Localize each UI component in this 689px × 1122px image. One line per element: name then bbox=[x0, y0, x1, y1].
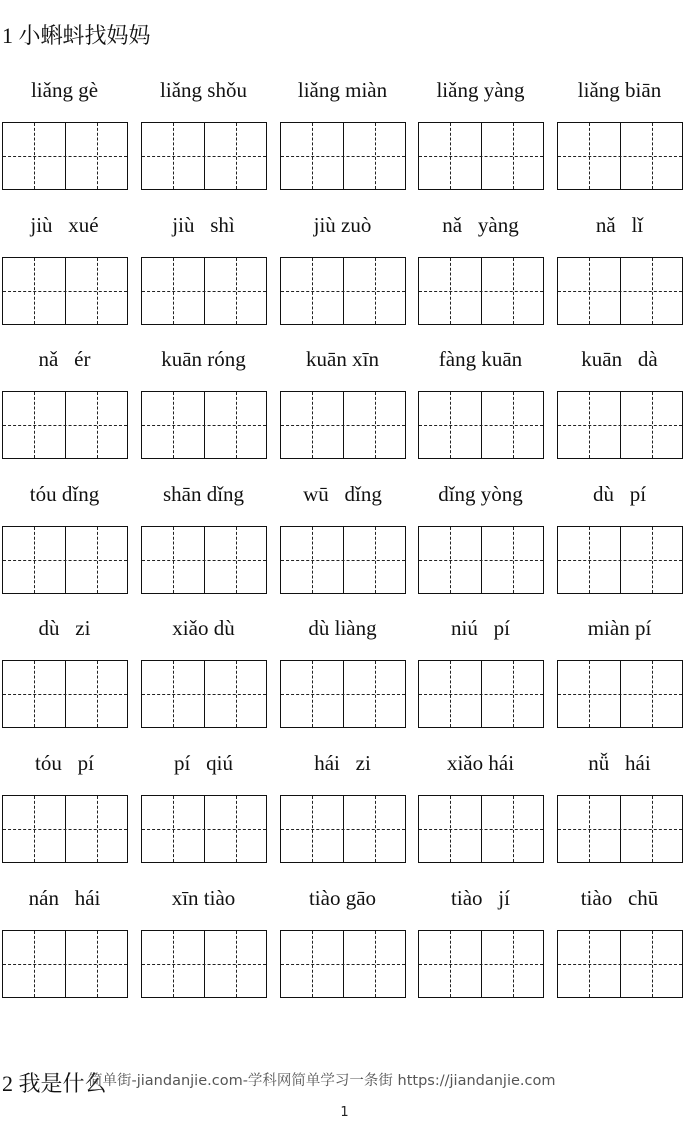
section-2-title: 2 我是什么 bbox=[2, 1071, 107, 1096]
tianzige-writing-box[interactable] bbox=[557, 660, 683, 728]
pinyin-label: tiào chū bbox=[580, 886, 659, 910]
horizontal-guide-line bbox=[281, 291, 405, 292]
horizontal-guide-line bbox=[3, 964, 127, 965]
pinyin-label: nǎ ér bbox=[38, 347, 91, 371]
pinyin-label: nǎ lǐ bbox=[595, 213, 644, 237]
writing-grid-row bbox=[0, 795, 689, 863]
tianzige-writing-box[interactable] bbox=[280, 391, 406, 459]
tianzige-writing-box[interactable] bbox=[418, 122, 544, 190]
tianzige-writing-box[interactable] bbox=[418, 660, 544, 728]
tianzige-writing-box[interactable] bbox=[418, 391, 544, 459]
tianzige-writing-box[interactable] bbox=[2, 391, 128, 459]
horizontal-guide-line bbox=[142, 964, 266, 965]
writing-grid-row bbox=[0, 122, 689, 190]
pinyin-label: liǎng biān bbox=[577, 78, 662, 102]
pinyin-label: dù pí bbox=[592, 482, 647, 506]
tianzige-writing-box[interactable] bbox=[557, 122, 683, 190]
horizontal-guide-line bbox=[3, 291, 127, 292]
tianzige-writing-box[interactable] bbox=[141, 122, 267, 190]
horizontal-guide-line bbox=[558, 425, 682, 426]
pinyin-label: xiǎo dù bbox=[172, 616, 235, 640]
horizontal-guide-line bbox=[558, 560, 682, 561]
pinyin-label: liǎng shǒu bbox=[160, 78, 247, 102]
watermark-text: 简单街-jiandanjie.com-学科网简单学习一条街 https://jiandanjie.com bbox=[88, 1073, 556, 1089]
pinyin-label: nán hái bbox=[28, 886, 101, 910]
writing-grid-row bbox=[0, 660, 689, 728]
pinyin-label: dǐng yòng bbox=[438, 482, 523, 506]
pinyin-label: fàng kuān bbox=[438, 347, 523, 371]
pinyin-label: tiào gāo bbox=[308, 886, 377, 910]
tianzige-writing-box[interactable] bbox=[557, 257, 683, 325]
writing-grid-row bbox=[0, 391, 689, 459]
pinyin-label: tiào jí bbox=[451, 886, 510, 910]
pinyin-label: pí qiú bbox=[174, 751, 233, 775]
horizontal-guide-line bbox=[558, 829, 682, 830]
horizontal-guide-line bbox=[142, 829, 266, 830]
pinyin-row bbox=[0, 613, 689, 643]
horizontal-guide-line bbox=[558, 964, 682, 965]
tianzige-writing-box[interactable] bbox=[557, 930, 683, 998]
horizontal-guide-line bbox=[3, 156, 127, 157]
pinyin-label: nǚ hái bbox=[588, 751, 651, 775]
tianzige-writing-box[interactable] bbox=[141, 930, 267, 998]
pinyin-label: hái zi bbox=[314, 751, 371, 775]
tianzige-writing-box[interactable] bbox=[280, 257, 406, 325]
horizontal-guide-line bbox=[281, 829, 405, 830]
tianzige-writing-box[interactable] bbox=[557, 391, 683, 459]
pinyin-label: kuān dà bbox=[581, 347, 658, 371]
pinyin-row bbox=[0, 344, 689, 374]
horizontal-guide-line bbox=[3, 829, 127, 830]
pinyin-label: niú pí bbox=[451, 616, 510, 640]
horizontal-guide-line bbox=[558, 694, 682, 695]
pinyin-row bbox=[0, 883, 689, 913]
pinyin-label: xīn tiào bbox=[171, 886, 236, 910]
horizontal-guide-line bbox=[3, 560, 127, 561]
tianzige-writing-box[interactable] bbox=[280, 526, 406, 594]
pinyin-label: liǎng yàng bbox=[436, 78, 525, 102]
tianzige-writing-box[interactable] bbox=[280, 660, 406, 728]
writing-grid-row bbox=[0, 930, 689, 998]
horizontal-guide-line bbox=[419, 694, 543, 695]
page-number: 1 bbox=[340, 1105, 349, 1120]
tianzige-writing-box[interactable] bbox=[2, 930, 128, 998]
horizontal-guide-line bbox=[419, 291, 543, 292]
tianzige-writing-box[interactable] bbox=[280, 930, 406, 998]
tianzige-writing-box[interactable] bbox=[557, 526, 683, 594]
horizontal-guide-line bbox=[142, 425, 266, 426]
tianzige-writing-box[interactable] bbox=[280, 795, 406, 863]
horizontal-guide-line bbox=[281, 425, 405, 426]
pinyin-row bbox=[0, 479, 689, 509]
tianzige-writing-box[interactable] bbox=[141, 795, 267, 863]
horizontal-guide-line bbox=[281, 694, 405, 695]
horizontal-guide-line bbox=[3, 425, 127, 426]
section-1-title: 1 小蝌蚪找妈妈 bbox=[2, 23, 151, 48]
pinyin-label: kuān xīn bbox=[306, 347, 379, 371]
tianzige-writing-box[interactable] bbox=[141, 526, 267, 594]
pinyin-label: liǎng miàn bbox=[297, 78, 388, 102]
pinyin-label: shān dǐng bbox=[162, 482, 245, 506]
pinyin-label: liǎng gè bbox=[30, 78, 99, 102]
tianzige-writing-box[interactable] bbox=[280, 122, 406, 190]
horizontal-guide-line bbox=[419, 560, 543, 561]
tianzige-writing-box[interactable] bbox=[557, 795, 683, 863]
pinyin-label: tóu dǐng bbox=[29, 482, 100, 506]
horizontal-guide-line bbox=[281, 156, 405, 157]
horizontal-guide-line bbox=[419, 156, 543, 157]
tianzige-writing-box[interactable] bbox=[141, 660, 267, 728]
horizontal-guide-line bbox=[419, 829, 543, 830]
pinyin-label: tóu pí bbox=[35, 751, 94, 775]
horizontal-guide-line bbox=[142, 694, 266, 695]
tianzige-writing-box[interactable] bbox=[2, 122, 128, 190]
pinyin-row bbox=[0, 75, 689, 105]
tianzige-writing-box[interactable] bbox=[141, 257, 267, 325]
pinyin-label: jiù shì bbox=[172, 213, 235, 237]
pinyin-label: nǎ yàng bbox=[442, 213, 519, 237]
tianzige-writing-box[interactable] bbox=[418, 795, 544, 863]
horizontal-guide-line bbox=[558, 291, 682, 292]
pinyin-label: jiù zuò bbox=[313, 213, 372, 237]
horizontal-guide-line bbox=[142, 156, 266, 157]
writing-grid-row bbox=[0, 257, 689, 325]
pinyin-label: dù zi bbox=[38, 616, 91, 640]
pinyin-row bbox=[0, 748, 689, 778]
tianzige-writing-box[interactable] bbox=[418, 526, 544, 594]
horizontal-guide-line bbox=[558, 156, 682, 157]
pinyin-label: jiù xué bbox=[30, 213, 99, 237]
tianzige-writing-box[interactable] bbox=[2, 526, 128, 594]
pinyin-label: miàn pí bbox=[587, 616, 652, 640]
tianzige-writing-box[interactable] bbox=[141, 391, 267, 459]
pinyin-label: xiǎo hái bbox=[446, 751, 515, 775]
horizontal-guide-line bbox=[281, 964, 405, 965]
horizontal-guide-line bbox=[419, 425, 543, 426]
pinyin-label: dù liàng bbox=[308, 616, 377, 640]
tianzige-writing-box[interactable] bbox=[418, 257, 544, 325]
tianzige-writing-box[interactable] bbox=[2, 795, 128, 863]
horizontal-guide-line bbox=[142, 560, 266, 561]
pinyin-label: kuān róng bbox=[161, 347, 246, 371]
pinyin-row bbox=[0, 210, 689, 240]
tianzige-writing-box[interactable] bbox=[2, 257, 128, 325]
tianzige-writing-box[interactable] bbox=[2, 660, 128, 728]
horizontal-guide-line bbox=[142, 291, 266, 292]
horizontal-guide-line bbox=[281, 560, 405, 561]
horizontal-guide-line bbox=[3, 694, 127, 695]
writing-grid-row bbox=[0, 526, 689, 594]
horizontal-guide-line bbox=[419, 964, 543, 965]
tianzige-writing-box[interactable] bbox=[418, 930, 544, 998]
pinyin-label: wū dǐng bbox=[303, 482, 382, 506]
